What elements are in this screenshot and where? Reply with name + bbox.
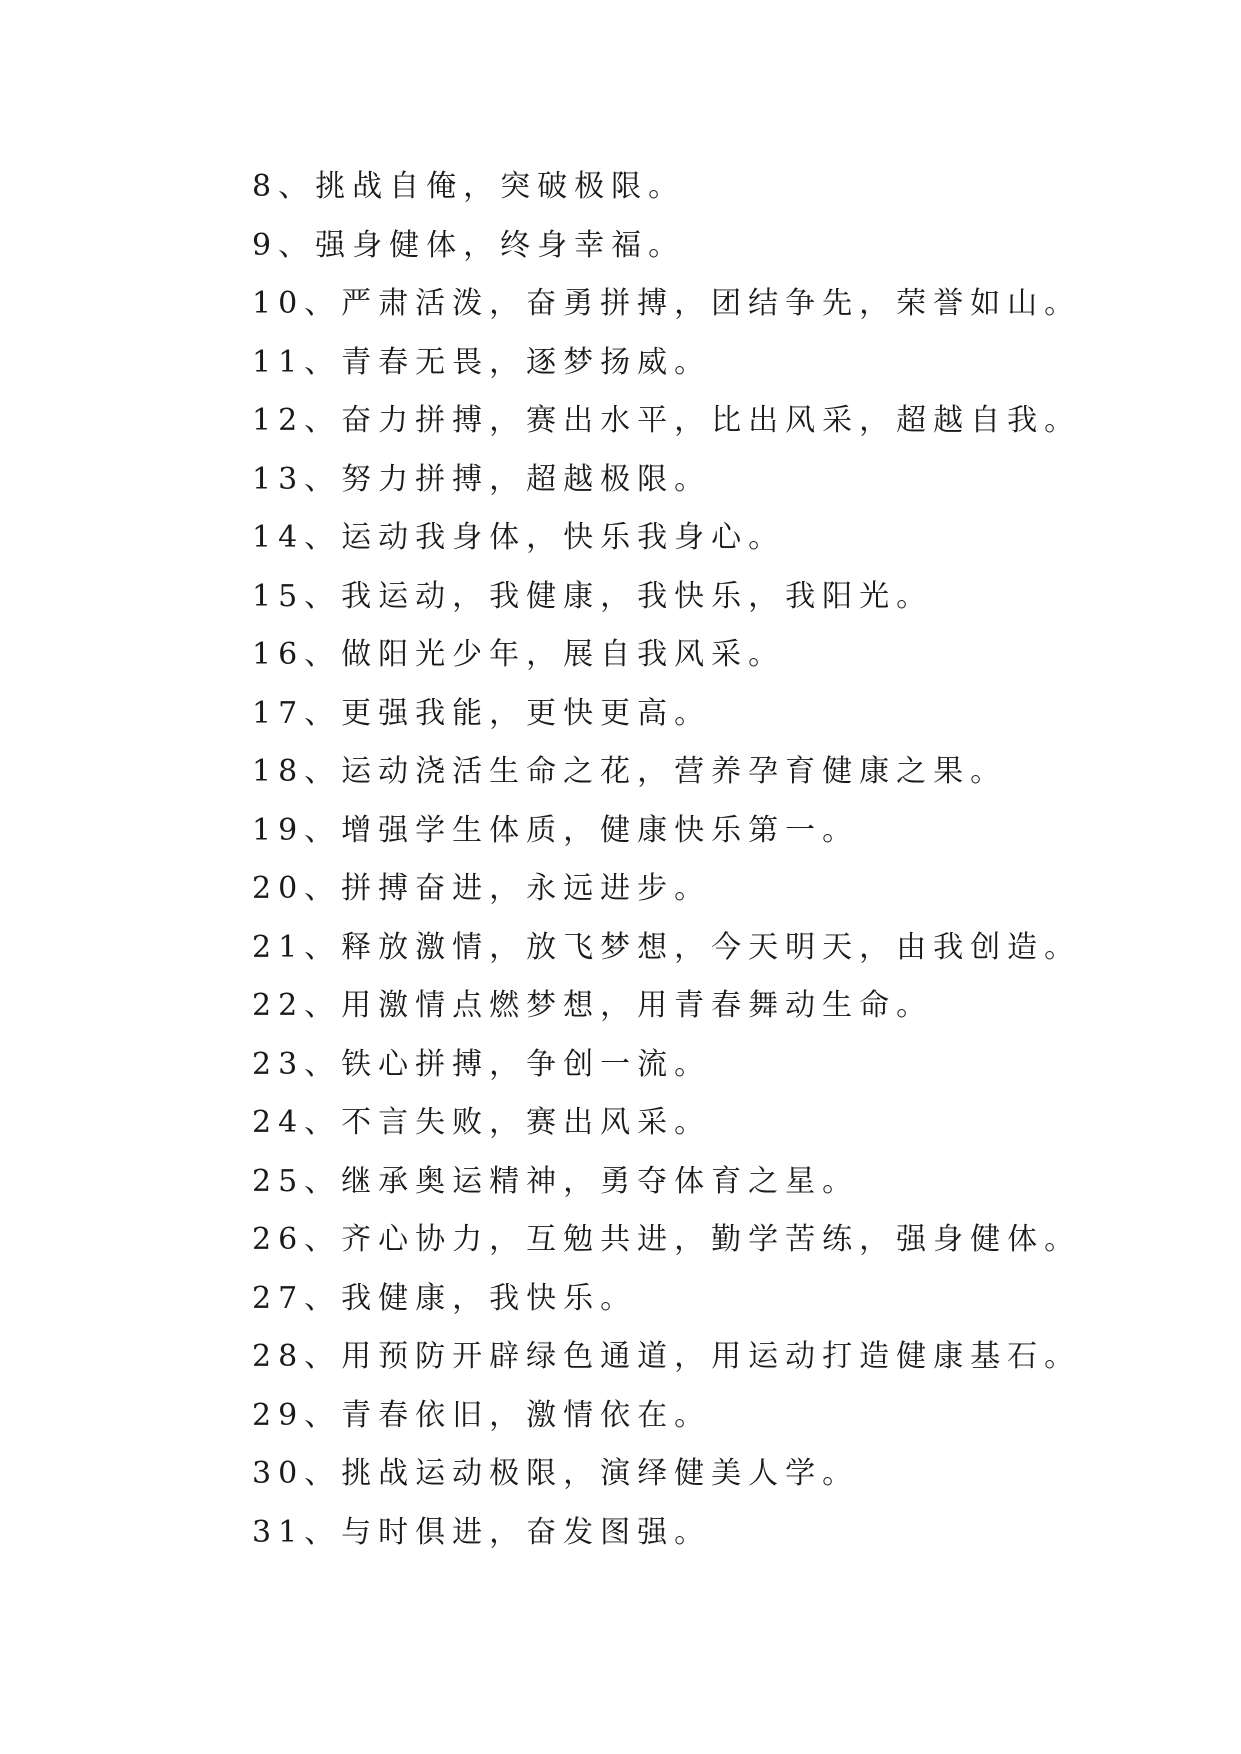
list-item: 13、努力拼搏，超越极限。 xyxy=(252,461,712,497)
list-item: 27、我健康，我快乐。 xyxy=(252,1280,638,1316)
list-item: 15、我运动，我健康，我快乐，我阳光。 xyxy=(252,578,934,614)
list-item: 21、释放激情，放飞梦想，今天明天，由我创造。 xyxy=(252,929,1082,965)
list-item: 26、齐心协力，互勉共进，勤学苦练，强身健体。 xyxy=(252,1222,1082,1257)
list-item: 25、继承奥运精神，勇夺体育之星。 xyxy=(252,1163,860,1199)
list-item: 11、青春无畏，逐梦扬威。 xyxy=(252,344,712,380)
list-item: 30、挑战运动极限，演绎健美人学。 xyxy=(252,1456,860,1491)
list-item: 17、更强我能，更快更高。 xyxy=(252,695,712,731)
slogan-list xyxy=(252,158,1152,1562)
list-item: 16、做阳光少年，展自我风采。 xyxy=(252,637,786,672)
list-item: 29、青春依旧，激情依在。 xyxy=(252,1397,712,1433)
list-item: 20、拼搏奋进，永远进步。 xyxy=(252,871,712,906)
list-item: 19、增强学生体质，健康快乐第一。 xyxy=(252,812,860,848)
list-item: 9、强身健体，终身幸福。 xyxy=(252,227,686,263)
list-item: 8、挑战自俺，突破极限。 xyxy=(252,169,686,204)
list-item: 10、严肃活泼，奋勇拼搏，团结争先，荣誉如山。 xyxy=(252,286,1082,321)
list-item: 28、用预防开辟绿色通道，用运动打造健康基石。 xyxy=(252,1339,1082,1374)
list-item: 12、奋力拼搏，赛出水平，比出风采，超越自我。 xyxy=(252,403,1082,438)
list-item: 14、运动我身体，快乐我身心。 xyxy=(252,520,786,555)
list-item: 31、与时俱进，奋发图强。 xyxy=(252,1514,712,1550)
list-item: 18、运动浇活生命之花，营养孕育健康之果。 xyxy=(252,754,1008,789)
list-item: 24、不言失败，赛出风采。 xyxy=(252,1105,712,1140)
list-item: 23、铁心拼搏，争创一流。 xyxy=(252,1046,712,1082)
list-item: 22、用激情点燃梦想，用青春舞动生命。 xyxy=(252,988,934,1023)
